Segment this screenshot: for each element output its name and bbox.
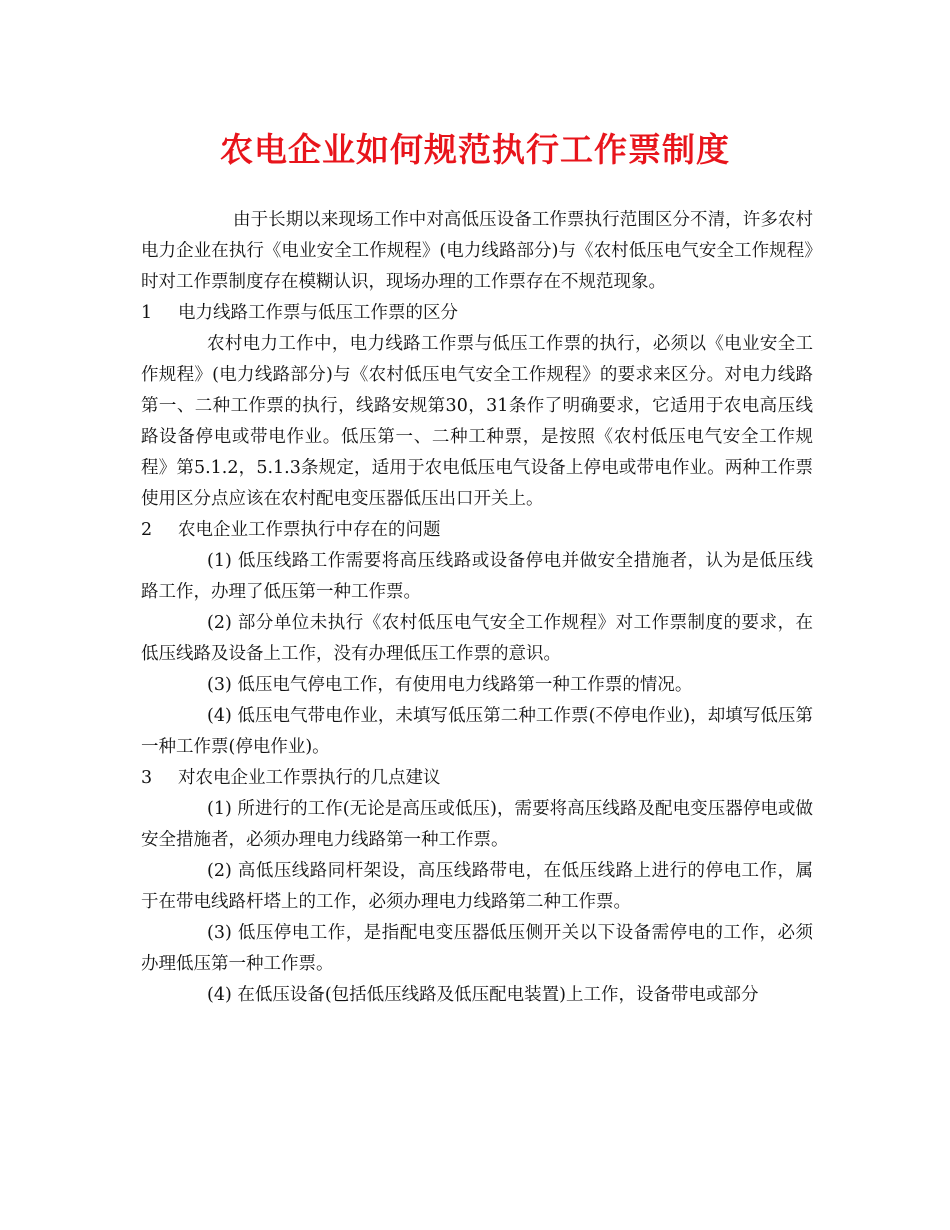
document-body [141, 205, 813, 1011]
section-number: 2 [141, 520, 153, 540]
list-item-paragraph: (1) 所进行的工作(无论是高压或低压)，需要将高压线路及配电变压器停电或做安全措施者，必须办理电力线路第一种工作票。 [141, 799, 813, 850]
intro-paragraph: 由于长期以来现场工作中对高低压设备工作票执行范围区分不清，许多农村电力企业在执行《电业安全工作规程》(电力线路部分)与《农村低压电气安全工作规程》时对工作票制度存在模糊认识，现场办理的工作票存在不规范现象。 [141, 210, 813, 292]
list-item-paragraph: (3) 低压停电工作，是指配电变压器低压侧开关以下设备需停电的工作，必须办理低压第一种工作票。 [141, 923, 813, 974]
list-item-paragraph: (4) 在低压设备(包括低压线路及低压配电装置)上工作，设备带电或部分 [207, 985, 759, 1005]
document-title: 农电企业如何规范执行工作票制度 [220, 130, 730, 169]
section-paragraph: 农村电力工作中，电力线路工作票与低压工作票的执行，必须以《电业安全工作规程》(电力线路部分)与《农村低压电气安全工作规程》的要求来区分。对电力线路第一、二种工作票的执行，线路安规第30，31条作了明确要求，它适用于农电高压线路设备停电或带电作业。低压第一、二种工种票，是按照《农村低压电气安全工作规程》第5.1.2，5.1.3条规定，适用于农电低压电气设备上停电或带电作业。两种工作票使用区分点应该在农村配电变压器低压出口开关上。 [141, 334, 813, 509]
section-heading-text: 对农电企业工作票执行的几点建议 [178, 768, 441, 788]
section-heading [141, 298, 813, 329]
section-number: 1 [141, 303, 153, 323]
section-3 [141, 763, 813, 1011]
section-2 [141, 515, 813, 763]
section-number: 3 [141, 768, 153, 788]
section-heading-text: 电力线路工作票与低压工作票的区分 [178, 303, 458, 323]
list-item-paragraph: (2) 高低压线路同杆架设，高压线路带电，在低压线路上进行的停电工作，属于在带电线路杆塔上的工作，必须办理电力线路第二种工作票。 [141, 861, 813, 912]
section-heading [141, 515, 813, 546]
section-heading [141, 763, 813, 794]
list-item-paragraph: (1) 低压线路工作需要将高压线路或设备停电并做安全措施者，认为是低压线路工作，办理了低压第一种工作票。 [141, 551, 813, 602]
list-item-paragraph: (3) 低压电气停电工作，有使用电力线路第一种工作票的情况。 [207, 675, 693, 695]
section-heading-text: 农电企业工作票执行中存在的问题 [178, 520, 441, 540]
section-1 [141, 298, 813, 515]
list-item-paragraph: (2) 部分单位未执行《农村低压电气安全工作规程》对工作票制度的要求，在低压线路及设备上工作，没有办理低压工作票的意识。 [141, 613, 813, 664]
list-item-paragraph: (4) 低压电气带电作业，未填写低压第二种工作票(不停电作业)，却填写低压第一种工作票(停电作业)。 [141, 706, 813, 757]
